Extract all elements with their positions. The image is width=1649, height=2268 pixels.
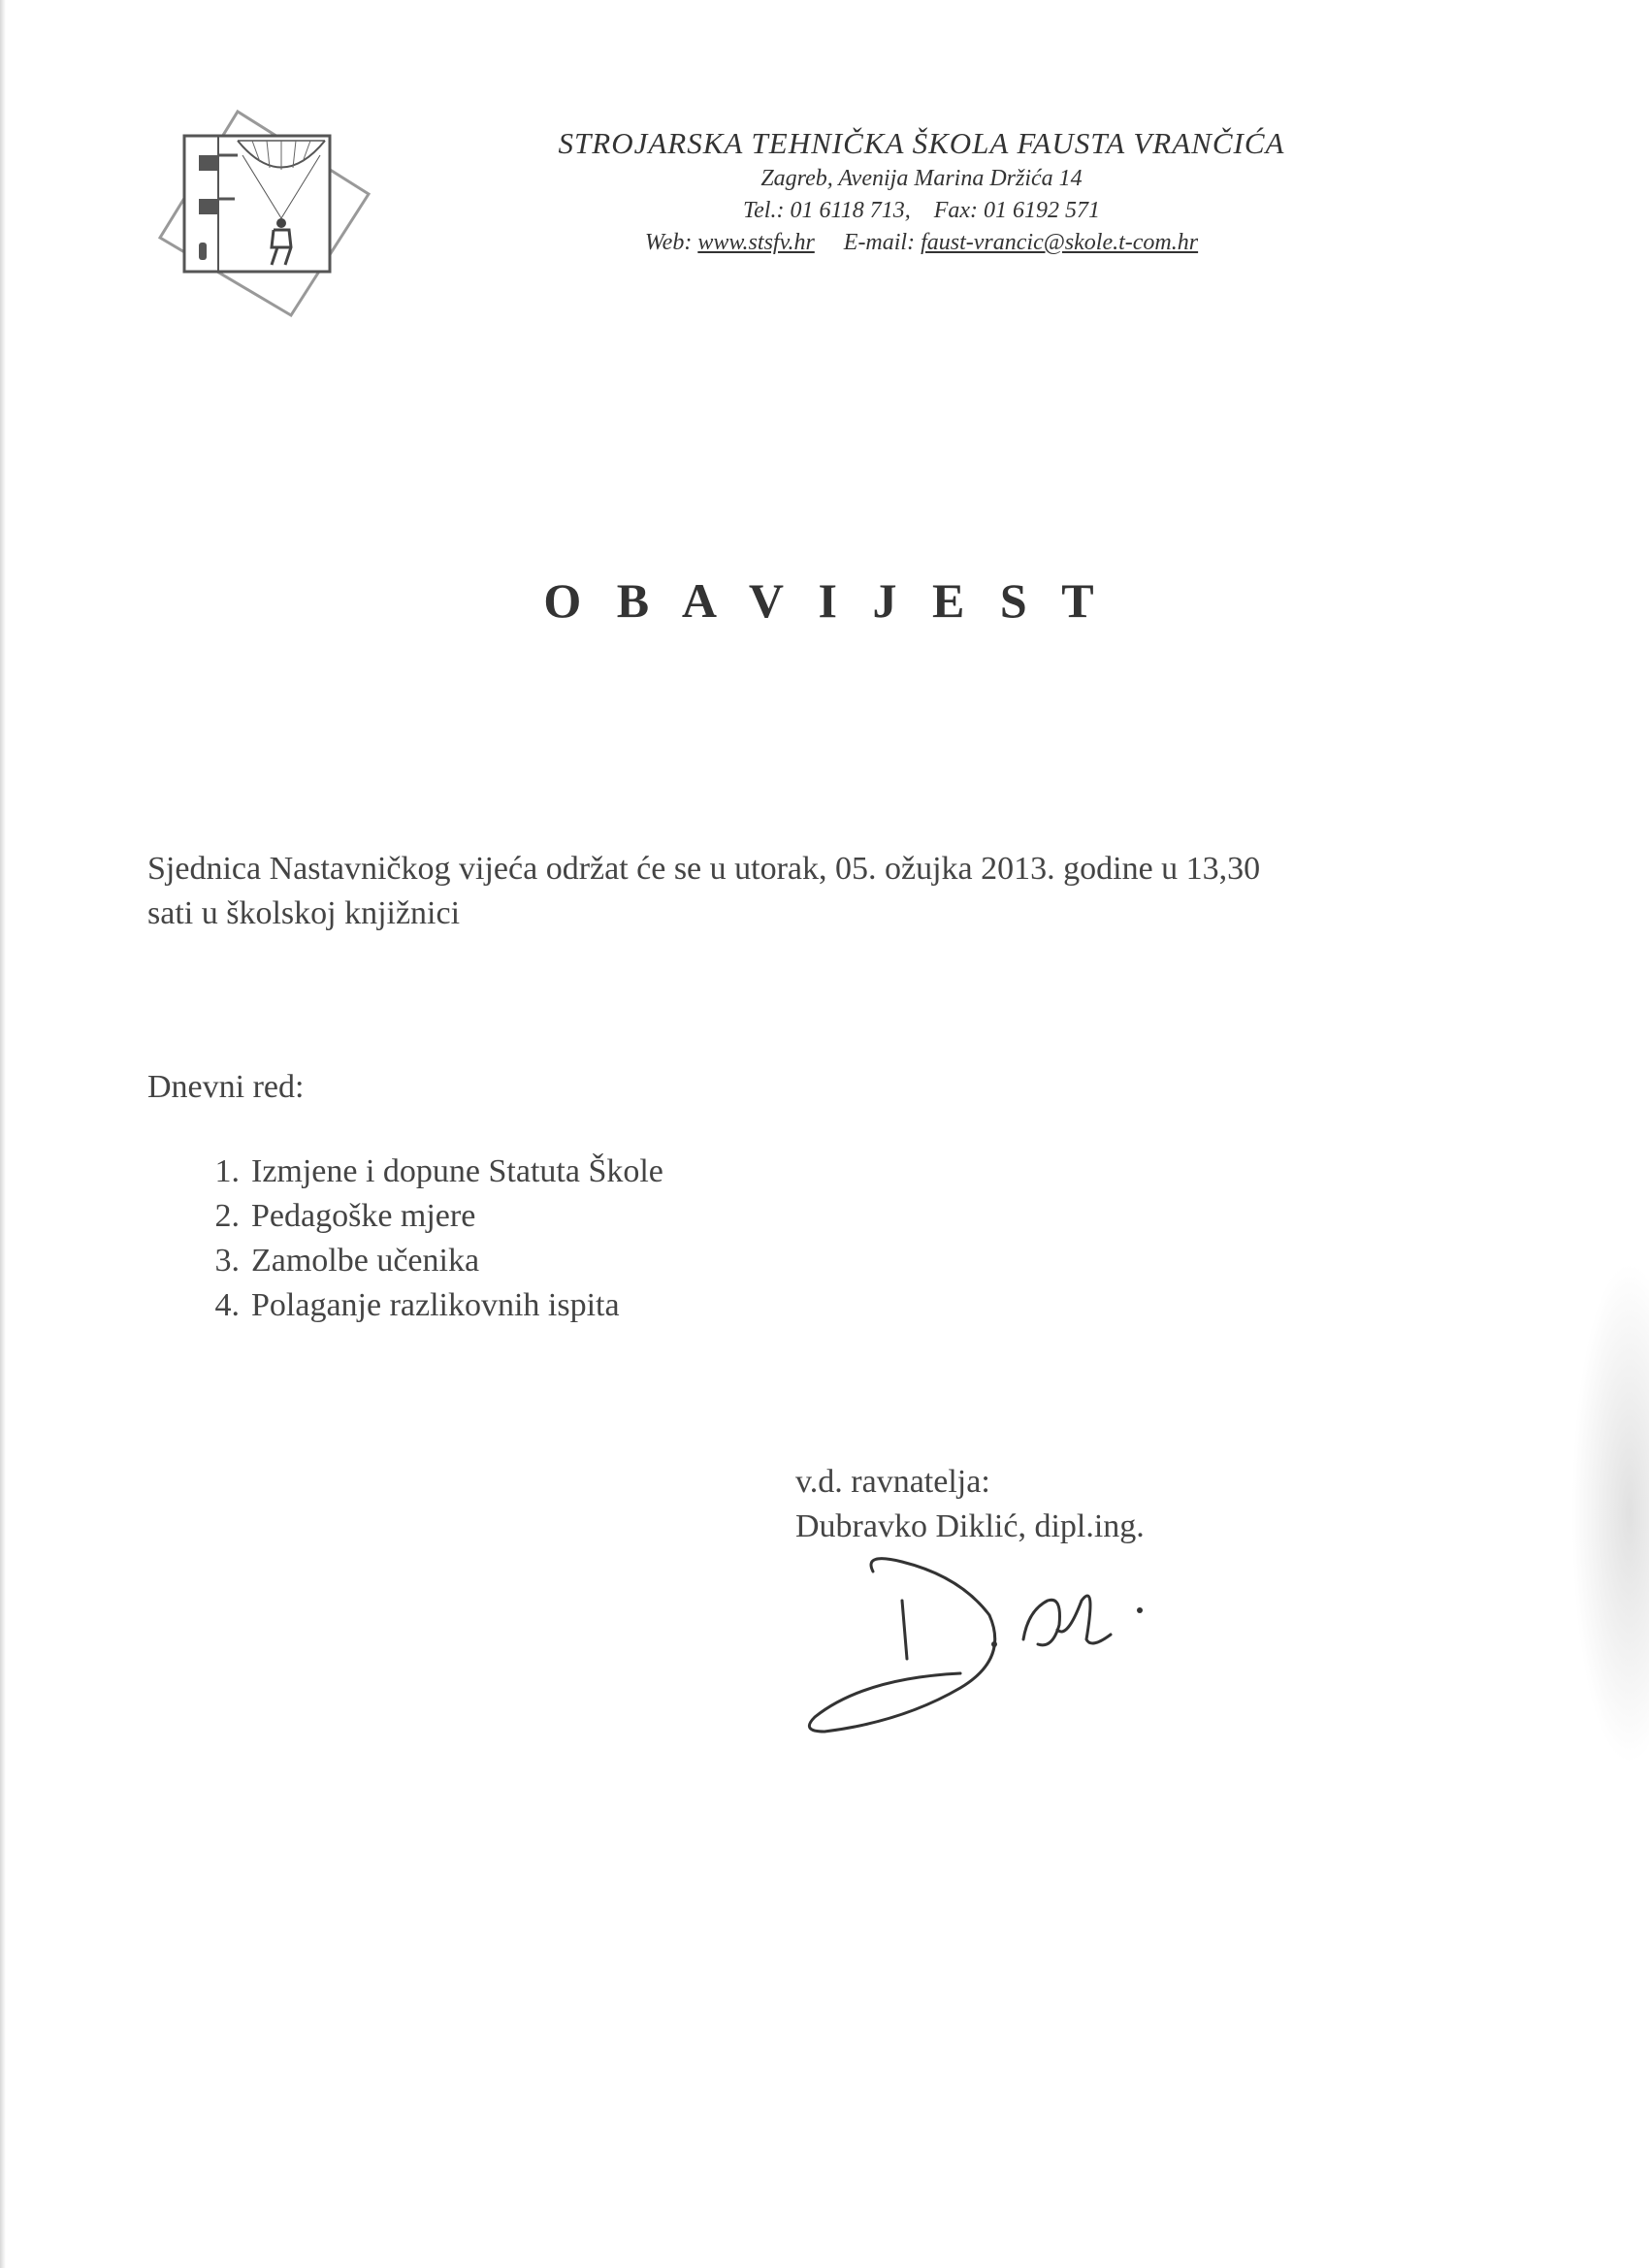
- contact-phone-fax: [485, 195, 1358, 227]
- agenda-item-number: 2.: [214, 1198, 240, 1234]
- agenda-item-text: Zamolbe učenika: [251, 1243, 480, 1279]
- document-title: O B A V I J E S T: [543, 573, 1106, 628]
- agenda-item-number: 4.: [214, 1287, 240, 1323]
- tel-number: 01 6118 713,: [790, 198, 911, 223]
- school-name: STROJARSKA TEHNIČKA ŠKOLA FAUSTA VRANČIĆA: [558, 126, 1285, 160]
- agenda-item-number: 1.: [214, 1153, 240, 1189]
- agenda-item-number: 3.: [214, 1243, 240, 1279]
- tel-label: Tel.:: [743, 198, 785, 223]
- notice-line-2: sati u školskoj knjižnici: [147, 895, 461, 931]
- agenda-item-text: Pedagoške mjere: [251, 1198, 476, 1234]
- signoff-name: Dubravko Diklić, dipl.ing.: [795, 1508, 1145, 1544]
- email-link[interactable]: faust-vrancic@skole.t-com.hr: [921, 230, 1199, 255]
- letterhead: [485, 124, 1358, 259]
- handwritten-signature: [805, 1542, 1212, 1746]
- email-label: E-mail:: [843, 230, 916, 255]
- fax-number: 01 6192 571: [984, 198, 1100, 223]
- signoff-role: v.d. ravnatelja:: [795, 1464, 990, 1500]
- list-item: [189, 1283, 663, 1328]
- list-item: [189, 1150, 663, 1194]
- list-item: [189, 1239, 663, 1283]
- scan-shadow: [1571, 1261, 1649, 1766]
- school-logo: [146, 102, 378, 320]
- notice-line-1: Sjednica Nastavničkog vijeća održat će se u utorak, 05. ožujka 2013. godine u 13,30: [147, 851, 1261, 887]
- agenda-item-text: Polaganje razlikovnih ispita: [251, 1287, 620, 1323]
- scan-edge: [0, 0, 6, 2268]
- web-link[interactable]: www.stsfv.hr: [697, 230, 815, 255]
- notice-text: [147, 847, 1505, 936]
- list-item: [189, 1194, 663, 1239]
- signoff: [795, 1460, 1145, 1549]
- school-address: Zagreb, Avenija Marina Držića 14: [760, 166, 1083, 191]
- contact-web-email: [485, 227, 1358, 259]
- agenda-list: [189, 1150, 663, 1328]
- agenda-item-text: Izmjene i dopune Statuta Škole: [251, 1153, 663, 1189]
- fax-label: Fax:: [933, 198, 978, 223]
- agenda-heading: Dnevni red:: [147, 1069, 305, 1105]
- web-label: Web:: [644, 230, 693, 255]
